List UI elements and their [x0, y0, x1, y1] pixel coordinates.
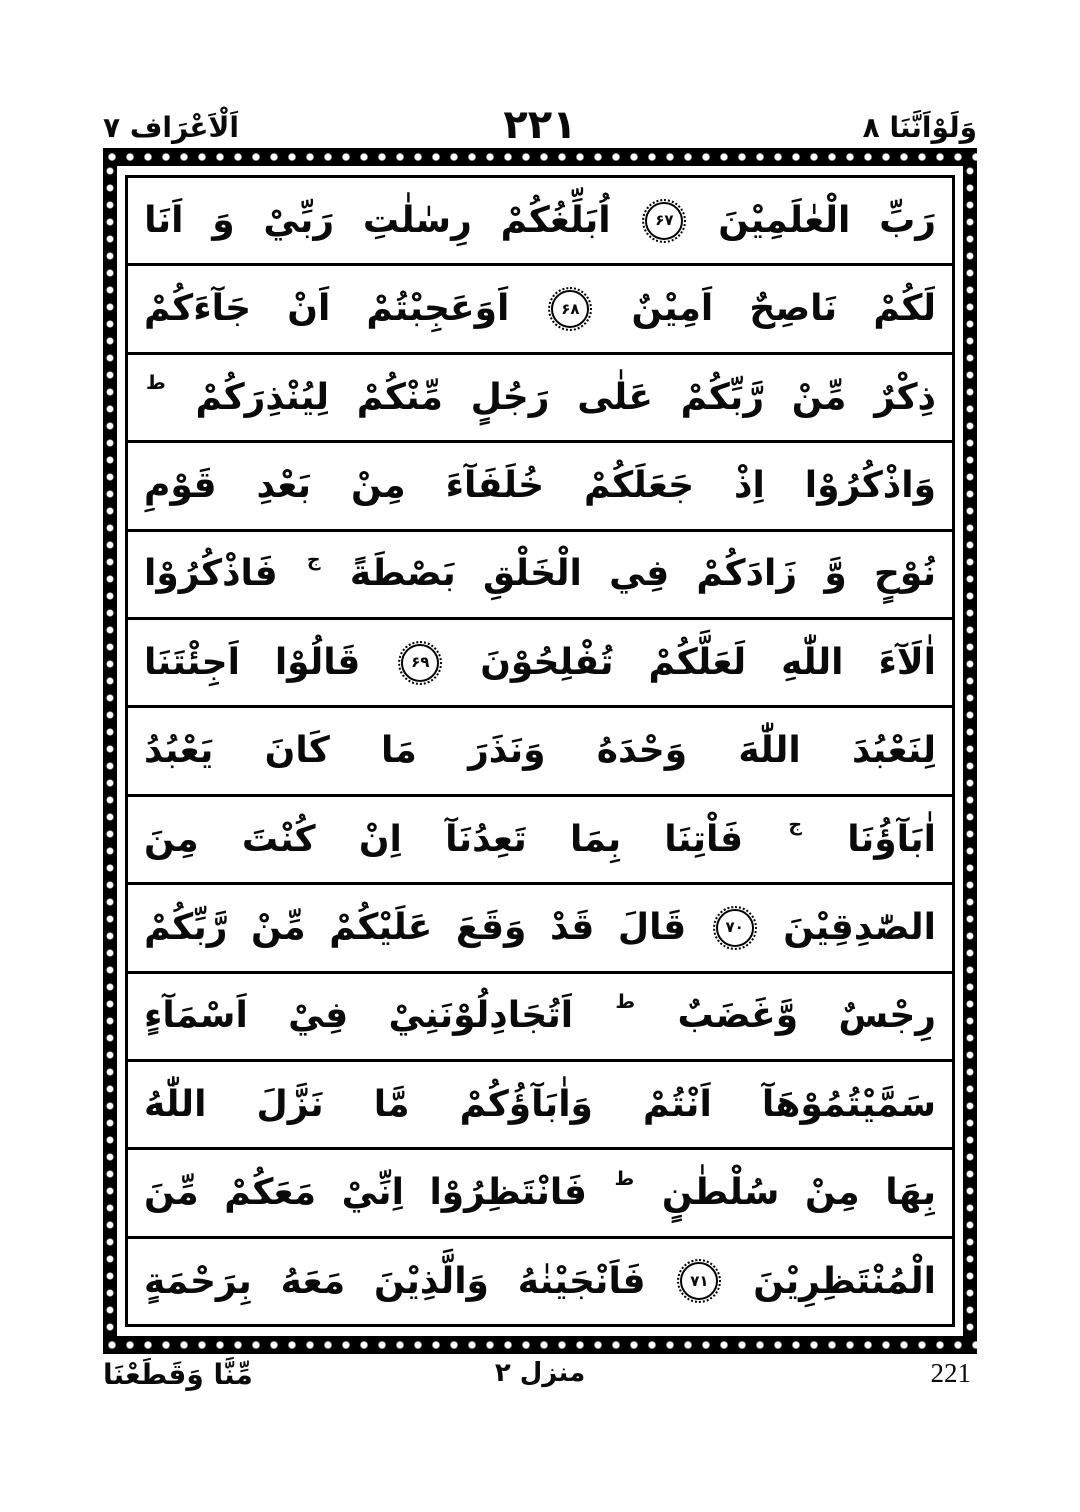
- word: تَعِدُنَآ: [445, 818, 527, 860]
- quran-line-11: [128, 1062, 952, 1150]
- word: اللّٰهَ: [738, 730, 801, 772]
- quran-line-7: [128, 708, 952, 796]
- word: نُوْحٍ: [873, 553, 936, 595]
- word: الْعٰلَمِيْنَ: [718, 199, 851, 241]
- word: اَسْمَآءٍ: [144, 995, 248, 1037]
- quran-line-13: [128, 1239, 952, 1324]
- word: اُبَلِّغُكُمْ: [500, 199, 611, 241]
- border-ornament-right: [963, 162, 977, 1340]
- word: قَالُوْا: [274, 641, 361, 683]
- word: يَعْبُدُ: [144, 730, 214, 772]
- verse-end-marker: ۶۷: [645, 202, 683, 240]
- word: قَدْ: [549, 907, 595, 949]
- quran-text-block: [125, 175, 955, 1327]
- word: لَكُمْ: [873, 288, 936, 330]
- word: لِنَعْبُدَ: [851, 730, 936, 772]
- juz-name-label: وَلَوْاَنَّنَا ٨: [862, 111, 977, 144]
- word: فَاْتِنَا: [664, 818, 744, 860]
- page-header: [103, 86, 977, 148]
- word: اَنْ: [287, 288, 331, 330]
- word: مِّنَ: [144, 1172, 199, 1214]
- quran-line-4: [128, 443, 952, 531]
- word: وَّ: [824, 553, 847, 595]
- quran-line-3: [128, 355, 952, 443]
- word: وَّغَضَبٌ: [677, 995, 799, 1037]
- word: اَمِيْنٌ: [631, 288, 714, 330]
- word: اَجِئْتَنَا: [144, 641, 240, 683]
- word: قَالَ: [617, 907, 687, 949]
- word: مِنْ: [804, 1172, 860, 1214]
- page-number-arabic: ٢٢١: [503, 102, 577, 148]
- border-ornament-bottom: [103, 1336, 977, 1354]
- word: الْخَلْقِ: [482, 553, 582, 595]
- word: اَوَعَجِبْتُمْ: [366, 288, 510, 330]
- word: رَّبِّكُمْ: [680, 376, 765, 418]
- word: وَاٰبَآؤُكُمْ: [459, 1083, 593, 1125]
- waqf-sign: ط: [146, 372, 166, 395]
- word: عَلٰى: [577, 376, 653, 418]
- word: رِجْسٌ: [838, 995, 936, 1037]
- word: سَمَّيْتُمُوْهَآ: [761, 1083, 936, 1125]
- quran-line-8: [128, 797, 952, 885]
- page-footer: [103, 1358, 977, 1418]
- quran-line-10: [128, 974, 952, 1062]
- word: مَّا: [373, 1083, 410, 1125]
- word: مِنْ: [350, 465, 406, 507]
- manzil-label: منزل ٢: [494, 1358, 586, 1388]
- verse-end-marker: ۷۱: [680, 1262, 718, 1300]
- word: جَعَلَكُمْ: [583, 465, 695, 507]
- word: لَعَلَّكُمْ: [648, 641, 747, 683]
- word: بِرَحْمَةٍ: [144, 1260, 252, 1302]
- word: مَا: [381, 730, 417, 772]
- quran-line-12: [128, 1150, 952, 1238]
- word: تُفْلِحُوْنَ: [480, 641, 614, 683]
- word: اِنْ: [358, 818, 402, 860]
- word: بَصْطَةً: [349, 553, 456, 595]
- ornamental-border-frame: [103, 148, 977, 1354]
- word: وَاذْكُرُوْا: [804, 465, 936, 507]
- word: بَعْدِ: [256, 465, 312, 507]
- border-ornament-top: [103, 148, 977, 166]
- word: مِنَ: [144, 818, 199, 860]
- verse-end-marker: ۶۹: [401, 644, 439, 682]
- word: نَاصِحٌ: [749, 288, 838, 330]
- word: مَعَهُ: [280, 1260, 346, 1302]
- word: فَاَنْجَيْنٰهُ: [517, 1260, 646, 1302]
- word: خُلَفَآءَ: [445, 465, 545, 507]
- word: وَحْدَهُ: [596, 730, 688, 772]
- word: فِيْ: [288, 995, 349, 1037]
- catchword-label: مِّنَّا وَقَطَعْنَا: [103, 1358, 253, 1391]
- waqf-sign: ج: [306, 548, 321, 571]
- waqf-sign: ط: [614, 1167, 635, 1190]
- word: ذِكْرٌ: [874, 376, 936, 418]
- word: كَانَ: [264, 730, 330, 772]
- word: سُلْطٰنٍ: [661, 1172, 780, 1214]
- word: فِي: [609, 553, 670, 595]
- waqf-sign: ج: [788, 813, 803, 836]
- word: وَالَّذِيْنَ: [373, 1260, 489, 1302]
- word: فَاذْكُرُوْا: [144, 553, 278, 595]
- word: زَادَكُمْ: [696, 553, 798, 595]
- word: مِّنْ: [791, 376, 847, 418]
- word: وَنَذَرَ: [468, 730, 546, 772]
- quran-line-6: [128, 620, 952, 708]
- word: قَوْمِ: [144, 465, 217, 507]
- page-number-latin: 221: [930, 1358, 971, 1388]
- word: رَبِّ: [879, 199, 936, 241]
- word: اللّٰهِ: [781, 641, 844, 683]
- word: فَانْتَظِرُوْا: [429, 1172, 587, 1214]
- word: اَتُجَادِلُوْنَنِيْ: [388, 995, 574, 1037]
- quran-line-9: [128, 885, 952, 973]
- waqf-sign: ط: [615, 990, 636, 1013]
- word: الْمُنْتَظِرِيْنَ: [753, 1260, 936, 1302]
- verse-end-marker: ۷۰: [716, 909, 754, 947]
- word: الصّٰدِقِيْنَ: [783, 907, 936, 949]
- word: رَبِّيْ: [263, 199, 335, 241]
- quran-line-2: [128, 266, 952, 354]
- word: مِّنْكُمْ: [356, 376, 443, 418]
- word: مَعَكُمْ: [224, 1172, 317, 1214]
- word: اَنَا: [144, 199, 184, 241]
- word: اٰلَآءَ: [878, 641, 936, 683]
- word: رَجُلٍ: [470, 376, 550, 418]
- word: جَآءَكُمْ: [144, 288, 252, 330]
- word: وَقَعَ: [455, 907, 527, 949]
- word: بِهَا: [885, 1172, 936, 1214]
- word: اِنِّيْ: [341, 1172, 404, 1214]
- word: وَ: [212, 199, 235, 241]
- quran-line-5: [128, 532, 952, 620]
- quran-line-1: [128, 178, 952, 266]
- word: عَلَيْكُمْ: [329, 907, 433, 949]
- word: اٰبَآؤُنَا: [847, 818, 936, 860]
- verse-end-marker: ۶۸: [551, 290, 589, 328]
- border-ornament-left: [103, 162, 117, 1340]
- word: مِّنْ: [251, 907, 306, 949]
- word: رِسٰلٰتِ: [362, 199, 472, 241]
- surah-name-label: اَلْاَعْرَاف ٧: [103, 111, 239, 144]
- word: اَنْتُمْ: [643, 1083, 712, 1125]
- word: اللّٰهُ: [144, 1083, 207, 1125]
- word: رَّبِّكُمْ: [144, 907, 228, 949]
- word: لِيُنْذِرَكُمْ: [195, 376, 330, 418]
- word: اِذْ: [734, 465, 765, 507]
- word: نَزَّلَ: [256, 1083, 324, 1125]
- word: بِمَا: [569, 818, 622, 860]
- word: كُنْتَ: [241, 818, 316, 860]
